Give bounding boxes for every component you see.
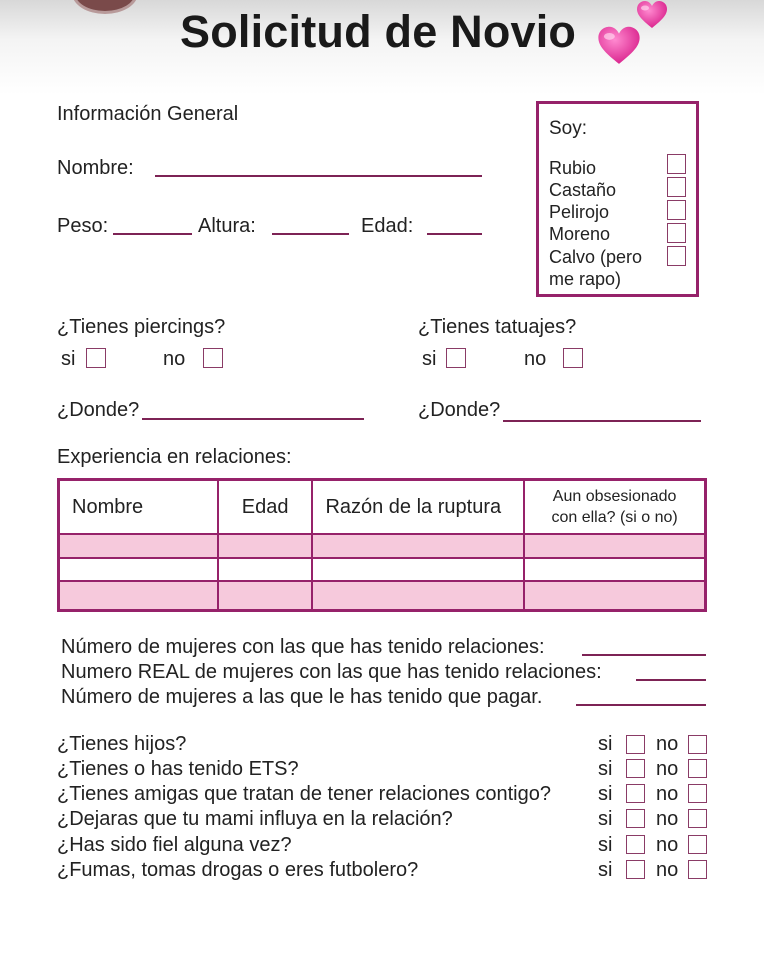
question-mami: ¿Dejaras que tu mami influya en la relación? bbox=[57, 808, 453, 830]
si-checkbox-fumas[interactable] bbox=[626, 860, 645, 879]
si-checkbox-amigas[interactable] bbox=[626, 784, 645, 803]
count-field-2[interactable] bbox=[636, 679, 706, 681]
table-cell[interactable] bbox=[312, 534, 524, 558]
no-label: no bbox=[656, 859, 679, 881]
no-checkbox-mami[interactable] bbox=[688, 809, 707, 828]
si-checkbox-fiel[interactable] bbox=[626, 835, 645, 854]
nombre-label: Nombre: bbox=[57, 157, 134, 179]
table-cell[interactable] bbox=[218, 581, 313, 610]
no-checkbox-amigas[interactable] bbox=[688, 784, 707, 803]
no-checkbox-fumas[interactable] bbox=[688, 860, 707, 879]
heart-icon bbox=[597, 24, 641, 68]
column-header-obsesionado bbox=[524, 480, 705, 535]
no-label: no bbox=[656, 733, 679, 755]
soy-option-calvo-cont: me rapo) bbox=[549, 269, 622, 289]
table-cell[interactable] bbox=[59, 534, 218, 558]
table-cell[interactable] bbox=[59, 558, 218, 582]
no-checkbox-ets[interactable] bbox=[688, 759, 707, 778]
table-row bbox=[59, 581, 706, 610]
altura-label: Altura: bbox=[198, 215, 256, 237]
table-cell[interactable] bbox=[312, 558, 524, 582]
column-header-razon: Razón de la ruptura bbox=[312, 480, 524, 535]
count-question-1: Número de mujeres con las que has tenido relaciones: bbox=[61, 636, 545, 658]
tatuajes-no-checkbox[interactable] bbox=[563, 348, 583, 368]
piercings-no-label: no bbox=[163, 348, 186, 370]
table-cell[interactable] bbox=[59, 581, 218, 610]
relationships-table bbox=[57, 478, 707, 612]
si-label: si bbox=[598, 733, 613, 755]
no-label: no bbox=[656, 808, 679, 830]
soy-checkbox-pelirojo[interactable] bbox=[667, 200, 686, 220]
tatuajes-donde-label: ¿Donde? bbox=[418, 399, 501, 421]
table-cell[interactable] bbox=[524, 558, 705, 582]
question-hijos: ¿Tienes hijos? bbox=[57, 733, 187, 755]
experiencia-heading: Experiencia en relaciones: bbox=[57, 446, 292, 468]
table-cell[interactable] bbox=[218, 534, 313, 558]
no-checkbox-fiel[interactable] bbox=[688, 835, 707, 854]
soy-option-calvo: Calvo (pero bbox=[549, 247, 643, 267]
question-fumas: ¿Fumas, tomas drogas o eres futbolero? bbox=[57, 859, 419, 881]
edad-label: Edad: bbox=[361, 215, 414, 237]
page-title: Solicitud de Novio bbox=[180, 6, 577, 57]
table-cell[interactable] bbox=[524, 534, 705, 558]
count-question-3: Número de mujeres a las que le has tenido que pagar. bbox=[61, 686, 543, 708]
no-label: no bbox=[656, 758, 679, 780]
piercings-si-checkbox[interactable] bbox=[86, 348, 106, 368]
tatuajes-si-checkbox[interactable] bbox=[446, 348, 466, 368]
count-field-3[interactable] bbox=[576, 704, 706, 706]
avatar bbox=[72, 0, 138, 14]
soy-title: Soy: bbox=[549, 118, 588, 139]
peso-label: Peso: bbox=[57, 215, 109, 237]
si-label: si bbox=[598, 783, 613, 805]
soy-option-rubio: Rubio bbox=[549, 158, 597, 178]
count-field-1[interactable] bbox=[582, 654, 706, 656]
question-fiel: ¿Has sido fiel alguna vez? bbox=[57, 834, 292, 856]
no-label: no bbox=[656, 783, 679, 805]
altura-field[interactable] bbox=[272, 233, 349, 235]
si-checkbox-ets[interactable] bbox=[626, 759, 645, 778]
header-line-1: Aun obsesionado bbox=[552, 488, 677, 505]
piercings-donde-label: ¿Donde? bbox=[57, 399, 140, 421]
column-header-edad: Edad bbox=[218, 480, 313, 535]
general-heading: Información General bbox=[57, 103, 239, 125]
piercings-si-label: si bbox=[61, 348, 76, 370]
no-checkbox-hijos[interactable] bbox=[688, 735, 707, 754]
si-checkbox-hijos[interactable] bbox=[626, 735, 645, 754]
soy-checkbox-castano[interactable] bbox=[667, 177, 686, 197]
soy-checkbox-rubio[interactable] bbox=[667, 154, 686, 174]
peso-field[interactable] bbox=[113, 233, 192, 235]
column-header-nombre: Nombre bbox=[59, 480, 218, 535]
soy-box bbox=[536, 101, 699, 297]
si-label: si bbox=[598, 758, 613, 780]
tatuajes-question: ¿Tienes tatuajes? bbox=[418, 316, 577, 338]
heart-icon-small bbox=[636, 0, 668, 30]
table-cell[interactable] bbox=[312, 581, 524, 610]
no-label: no bbox=[656, 834, 679, 856]
count-question-2: Numero REAL de mujeres con las que has tenido relaciones: bbox=[61, 661, 602, 683]
tatuajes-donde-field[interactable] bbox=[503, 420, 701, 422]
tatuajes-no-label: no bbox=[524, 348, 547, 370]
si-label: si bbox=[598, 808, 613, 830]
si-label: si bbox=[598, 834, 613, 856]
table-row bbox=[59, 558, 706, 582]
header-line-2: con ella? (si o no) bbox=[551, 509, 678, 526]
edad-field[interactable] bbox=[427, 233, 482, 235]
soy-option-castano: Castaño bbox=[549, 180, 617, 200]
piercings-question: ¿Tienes piercings? bbox=[57, 316, 226, 338]
piercings-no-checkbox[interactable] bbox=[203, 348, 223, 368]
table-cell[interactable] bbox=[218, 558, 313, 582]
soy-option-moreno: Moreno bbox=[549, 224, 611, 244]
question-amigas: ¿Tienes amigas que tratan de tener relaciones contigo? bbox=[57, 783, 551, 805]
si-label: si bbox=[598, 859, 613, 881]
piercings-donde-field[interactable] bbox=[142, 418, 364, 420]
soy-option-pelirojo: Pelirojo bbox=[549, 202, 610, 222]
soy-checkbox-moreno[interactable] bbox=[667, 223, 686, 243]
nombre-field[interactable] bbox=[155, 175, 482, 177]
soy-checkbox-calvo[interactable] bbox=[667, 246, 686, 266]
table-row bbox=[59, 534, 706, 558]
si-checkbox-mami[interactable] bbox=[626, 809, 645, 828]
question-ets: ¿Tienes o has tenido ETS? bbox=[57, 758, 299, 780]
tatuajes-si-label: si bbox=[422, 348, 437, 370]
table-cell[interactable] bbox=[524, 581, 705, 610]
